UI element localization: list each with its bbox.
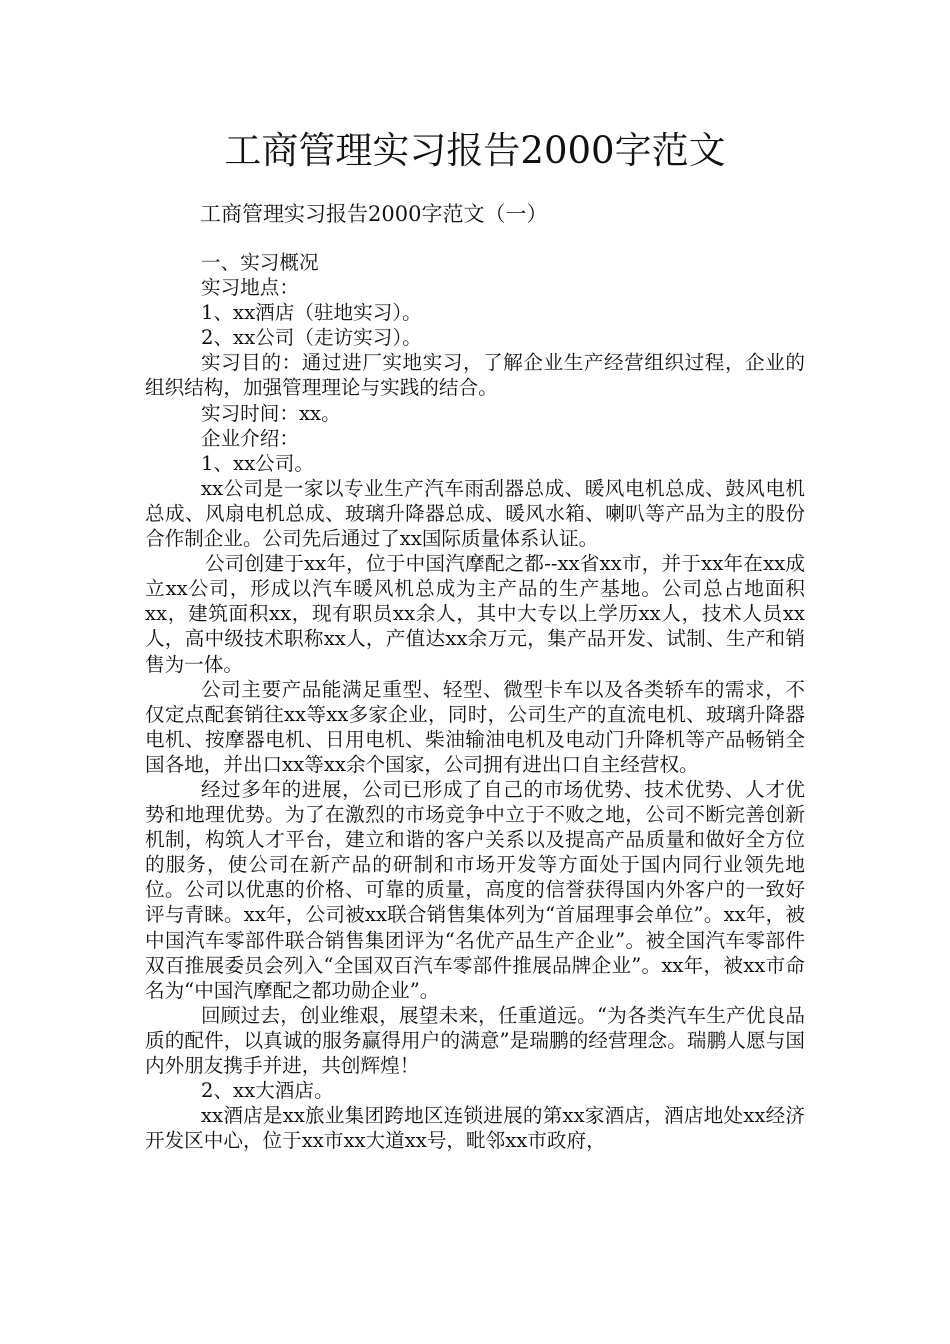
document-body — [145, 250, 805, 1153]
paragraph: 实习地点： — [201, 276, 299, 300]
section-heading: 一、实习概况 — [201, 251, 319, 274]
paragraph: 2、xx大酒店。 — [201, 1079, 334, 1103]
paragraph: 公司主要产品能满足重型、轻型、微型卡车以及各类轿车的需求，不仅定点配套销往xx等xx多家企业，同时，公司生产的直流电机、玻璃升降器电机、按摩器电机、日用电机、柴油输油电机及电动门升降机等产品畅销全国各地，并出口xx等xx余个国家，公司拥有进出口自主经营权。 — [145, 677, 805, 776]
paragraph: 实习目的：通过进厂实地实习，了解企业生产经营组织过程，企业的组织结构，加强管理理论与实践的结合。 — [145, 351, 805, 400]
document-title: 工商管理实习报告2000字范文 — [224, 129, 726, 172]
paragraph: 1、xx公司。 — [201, 451, 314, 475]
paragraph: 1、xx酒店（驻地实习）。 — [201, 301, 422, 325]
document-subtitle: 工商管理实习报告2000字范文（一） — [200, 202, 548, 226]
paragraph: xx酒店是xx旅业集团跨地区连锁进展的第xx家酒店，酒店地处xx经济开发区中心，位于xx市xx大道xx号，毗邻xx市政府， — [145, 1104, 805, 1153]
paragraph: 实习时间：xx。 — [201, 401, 341, 425]
paragraph: 经过多年的进展，公司已形成了自己的市场优势、技术优势、人才优势和地理优势。为了在激烈的市场竞争中立于不败之地，公司不断完善创新机制，构筑人才平台，建立和谐的客户关系以及提高产品质量和做好全方位的服务，使公司在新产品的研制和市场开发等方面处于国内同行业领先地位。公司以优惠的价格、可靠的质量，高度的信誉获得国内外客户的一致好评与青睐。xx年，公司被xx联合销售集体列为“首届理事会单位”。xx年，被中国汽车零部件联合销售集团评为“名优产品生产企业”。被全国汽车零部件双百推展委员会列入“全国双百汽车零部件推展品牌企业”。xx年，被xx市命名为“中国汽摩配之都功勋企业”。 — [145, 777, 805, 1002]
paragraph: 2、xx公司（走访实习）。 — [201, 326, 422, 350]
paragraph: 回顾过去，创业维艰，展望未来，任重道远。“为各类汽车生产优良品质的配件，以真诚的服务赢得用户的满意”是瑞鹏的经营理念。瑞鹏人愿与国内外朋友携手并进，共创辉煌！ — [145, 1003, 805, 1077]
paragraph: xx公司是一家以专业生产汽车雨刮器总成、暖风电机总成、鼓风电机总成、风扇电机总成、玻璃升降器总成、暖风水箱、喇叭等产品为主的股份合作制企业。公司先后通过了xx国际质量体系认证。 — [145, 476, 805, 551]
paragraph: 公司创建于xx年，位于中国汽摩配之都--xx省xx市，并于xx年在xx成立xx公司，形成以汽车暖风机总成为主产品的生产基地。公司总占地面积xx，建筑面积xx，现有职员xx余人，其中大专以上学历xx人，技术人员xx人，高中级技术职称xx人，产值达xx余万元，集产品开发、试制、生产和销售为一体。 — [145, 552, 805, 676]
paragraph: 企业介绍： — [201, 426, 299, 450]
